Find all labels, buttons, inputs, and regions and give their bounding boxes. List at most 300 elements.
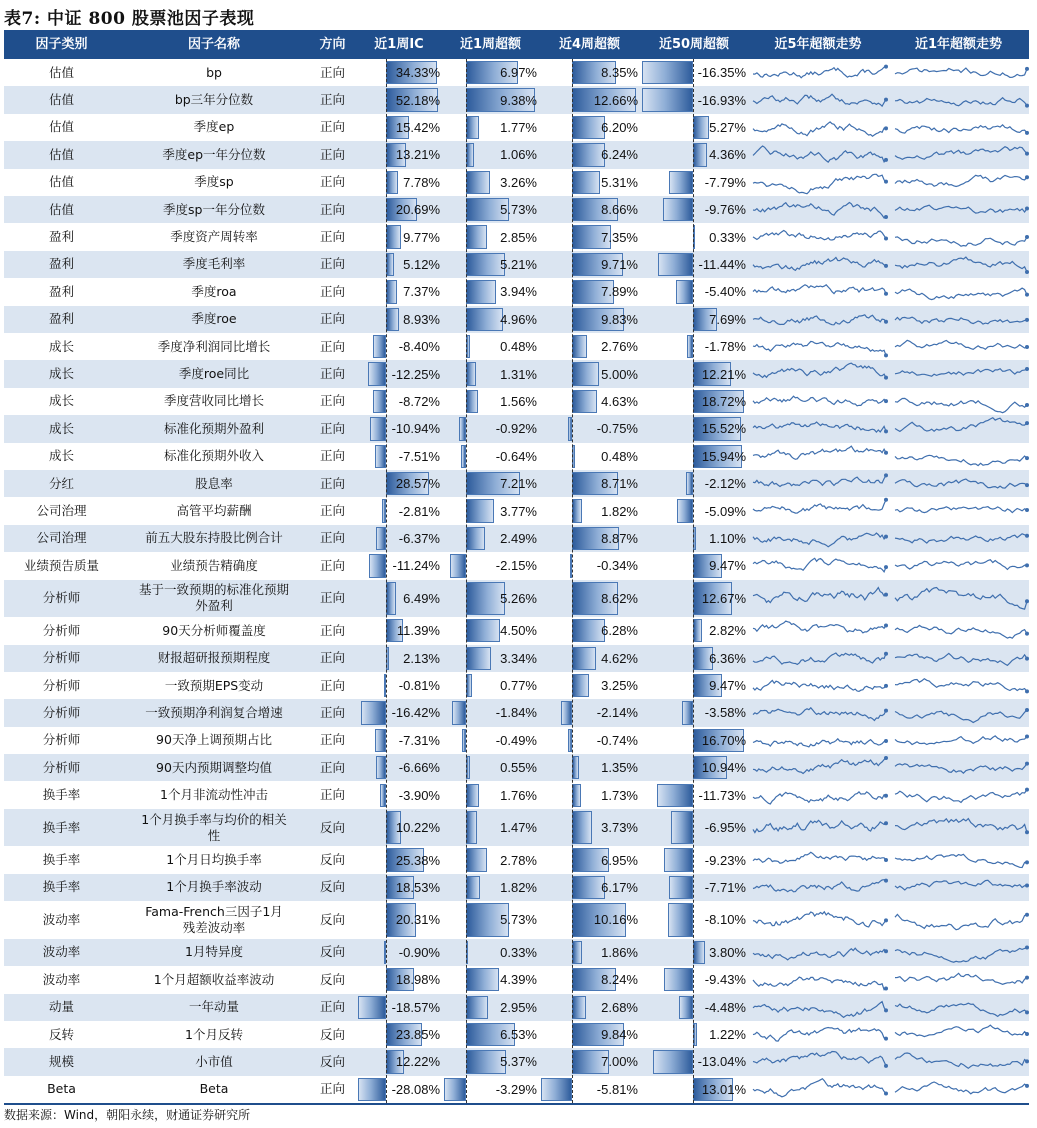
factor-direction: 正向 <box>319 201 345 217</box>
trend-5y-sparkline <box>751 994 888 1021</box>
w50-value: -11.73% <box>698 787 746 803</box>
w50-value: 18.72% <box>701 393 746 409</box>
trend-5y-sparkline <box>751 251 888 278</box>
factor-category: 成长 <box>48 420 74 436</box>
factor-category: 公司治理 <box>36 503 87 519</box>
factor-category: 分析师 <box>42 677 81 693</box>
factor-category: 动量 <box>48 999 74 1015</box>
factor-category: 估值 <box>48 92 74 108</box>
header-factor-name: 因子名称 <box>187 37 240 52</box>
ic-value: -12.25% <box>391 366 440 382</box>
w1-value: 5.73% <box>500 202 537 218</box>
trend-5y-sparkline <box>751 727 888 754</box>
trend-5y-sparkline <box>751 306 888 333</box>
trend-1y-sparkline <box>893 114 1029 141</box>
w50-value: -8.10% <box>704 912 746 928</box>
trend-5y-sparkline <box>751 223 888 250</box>
factor-direction: 反向 <box>319 1026 345 1042</box>
trend-5y-sparkline <box>751 86 888 113</box>
trend-1y-sparkline <box>893 966 1029 993</box>
w50-value: -9.23% <box>704 852 746 868</box>
w1-value: 1.76% <box>500 787 537 803</box>
trend-1y-sparkline <box>893 1048 1029 1075</box>
ic-value: 7.78% <box>403 174 440 190</box>
w4-value: -2.14% <box>596 705 638 721</box>
trend-5y-sparkline <box>751 580 888 618</box>
ic-value: 15.42% <box>395 119 440 135</box>
w50-value: 2.82% <box>709 623 746 639</box>
factor-direction: 反向 <box>319 852 345 868</box>
factor-category: 波动率 <box>42 911 81 927</box>
table-row <box>4 470 1029 497</box>
w4-value: 4.62% <box>601 650 638 666</box>
factor-name: 季度roa <box>191 283 237 299</box>
factor-category: 成长 <box>48 448 74 464</box>
header-direction: 方向 <box>319 37 346 52</box>
factor-category: 分红 <box>48 475 74 491</box>
w4-value: 9.71% <box>601 256 638 272</box>
w1-value: 4.96% <box>500 311 537 327</box>
w4-value: 8.87% <box>601 530 638 546</box>
w4-value: 7.00% <box>601 1054 638 1070</box>
w1-value: 9.38% <box>500 92 537 108</box>
trend-1y-sparkline <box>893 333 1029 360</box>
trend-5y-sparkline <box>751 141 888 168</box>
factor-name: 基于一致预期的标准化预期外盈利 <box>139 582 290 614</box>
w4-value: -0.74% <box>596 732 638 748</box>
w50-value: -11.44% <box>698 256 746 272</box>
trend-5y-sparkline <box>751 782 888 809</box>
w1-value: -0.49% <box>495 732 537 748</box>
table-row <box>4 994 1029 1021</box>
w50-value: 16.70% <box>701 732 746 748</box>
w50-value: 4.36% <box>709 147 746 163</box>
ic-value: 34.33% <box>395 65 440 81</box>
factor-category: 换手率 <box>42 787 81 803</box>
table-row <box>4 306 1029 333</box>
table-row <box>4 443 1029 470</box>
factor-direction: 正向 <box>319 119 345 135</box>
trend-1y-sparkline <box>893 141 1029 168</box>
table-row <box>4 169 1029 196</box>
factor-name: 股息率 <box>195 475 233 491</box>
header-trend-5y: 近5年超额走势 <box>774 37 862 52</box>
w4-value: 4.63% <box>601 393 638 409</box>
factor-direction: 反向 <box>319 1053 345 1069</box>
ic-value: 2.13% <box>403 650 440 666</box>
w4-value: 1.73% <box>601 787 638 803</box>
table-row <box>4 874 1029 901</box>
trend-5y-sparkline <box>751 1021 888 1048</box>
ic-value: 8.93% <box>403 311 440 327</box>
trend-5y-sparkline <box>751 754 888 781</box>
table-bottom-rule <box>4 1103 1029 1105</box>
factor-direction: 正向 <box>319 503 345 519</box>
w1-value: 1.31% <box>500 366 537 382</box>
trend-1y-sparkline <box>893 901 1029 939</box>
w1-value: 1.56% <box>500 393 537 409</box>
w4-value: 12.66% <box>593 92 638 108</box>
w1-value: 1.47% <box>500 820 537 836</box>
factor-direction: 反向 <box>319 911 345 927</box>
w50-value: 3.80% <box>709 944 746 960</box>
factor-category: 分析师 <box>42 732 81 748</box>
factor-direction: 正向 <box>319 1081 345 1097</box>
trend-5y-sparkline <box>751 552 888 579</box>
factor-category: 成长 <box>48 393 74 409</box>
factor-category: 换手率 <box>42 879 81 895</box>
ic-value: 25.38% <box>395 852 440 868</box>
factor-name: 90天分析师覆盖度 <box>162 622 266 638</box>
ic-value: 9.77% <box>403 229 440 245</box>
ic-value: -2.81% <box>398 503 440 519</box>
table-row <box>4 782 1029 809</box>
w4-value: 3.25% <box>601 678 638 694</box>
factor-category: 估值 <box>48 201 74 217</box>
w50-value: -5.40% <box>704 284 746 300</box>
factor-name: Beta <box>199 1081 229 1097</box>
factor-direction: 正向 <box>319 475 345 491</box>
w4-value: 6.95% <box>601 852 638 868</box>
factor-category: 盈利 <box>48 283 74 299</box>
w1-value: 1.77% <box>500 119 537 135</box>
w1-value: -3.29% <box>495 1081 537 1097</box>
factor-name: 一致预期净利润复合增速 <box>145 704 283 720</box>
factor-category: 分析师 <box>42 704 81 720</box>
w50-value: 7.69% <box>709 311 746 327</box>
w4-value: 8.62% <box>601 590 638 606</box>
trend-5y-sparkline <box>751 470 888 497</box>
factor-name: 1个月反转 <box>185 1026 243 1042</box>
ic-value: 10.22% <box>395 820 440 836</box>
ic-value: 12.22% <box>395 1054 440 1070</box>
w1-value: -0.92% <box>495 421 537 437</box>
w4-value: 5.00% <box>601 366 638 382</box>
trend-1y-sparkline <box>893 1021 1029 1048</box>
factor-name: 季度roe <box>191 311 237 327</box>
w1-value: 0.55% <box>500 760 537 776</box>
w1-value: 2.49% <box>500 530 537 546</box>
ic-value: 52.18% <box>395 92 440 108</box>
factor-category: 分析师 <box>42 650 81 666</box>
w1-value: 5.26% <box>500 590 537 606</box>
w4-value: 3.73% <box>601 820 638 836</box>
source-note: 数据来源：Wind，朝阳永续，财通证券研究所 <box>4 1108 251 1122</box>
trend-5y-sparkline <box>751 388 888 415</box>
factor-name: 90天净上调预期占比 <box>156 732 272 748</box>
w1-value: 5.73% <box>500 912 537 928</box>
factor-category: 反转 <box>48 1026 74 1042</box>
w1-value: -1.84% <box>495 705 537 721</box>
factor-category: 规模 <box>48 1053 74 1069</box>
trend-1y-sparkline <box>893 645 1029 672</box>
w50-zero-axis <box>693 59 694 1103</box>
factor-category: 估值 <box>48 64 74 80</box>
w50-value: 9.47% <box>709 558 746 574</box>
ic-value: -7.31% <box>398 732 440 748</box>
w50-value: 13.01% <box>701 1081 746 1097</box>
factor-direction: 正向 <box>319 146 345 162</box>
table-row <box>4 672 1029 699</box>
trend-1y-sparkline <box>893 782 1029 809</box>
w50-value: -4.48% <box>704 999 746 1015</box>
factor-name: 1个月日均换手率 <box>166 852 262 868</box>
factor-category: 成长 <box>48 366 74 382</box>
trend-1y-sparkline <box>893 388 1029 415</box>
w4-value: 0.48% <box>601 448 638 464</box>
factor-name: 季度ep一年分位数 <box>162 146 266 162</box>
ic-value: -0.90% <box>398 944 440 960</box>
w1-value: 5.21% <box>500 256 537 272</box>
factor-name: 季度营收同比增长 <box>163 393 264 409</box>
trend-5y-sparkline <box>751 1076 888 1103</box>
trend-1y-sparkline <box>893 196 1029 223</box>
trend-1y-sparkline <box>893 169 1029 196</box>
w1-value: 0.77% <box>500 678 537 694</box>
ic-value: -3.90% <box>398 787 440 803</box>
ic-value: 13.21% <box>395 147 440 163</box>
ic-value: 7.37% <box>403 284 440 300</box>
w4-value: 8.71% <box>601 476 638 492</box>
factor-direction: 正向 <box>319 311 345 327</box>
table-row <box>4 1076 1029 1103</box>
factor-direction: 正向 <box>319 787 345 803</box>
factor-category: 估值 <box>48 119 74 135</box>
trend-1y-sparkline <box>893 754 1029 781</box>
factor-category: 业绩预告质量 <box>23 557 99 573</box>
factor-category: Beta <box>47 1081 76 1097</box>
w50-value: -5.09% <box>704 503 746 519</box>
w1-value: 1.06% <box>500 147 537 163</box>
factor-name: 1个月换手率与均价的相关性 <box>141 811 287 843</box>
factor-name: bp <box>206 64 222 80</box>
w1-value: 5.37% <box>500 1054 537 1070</box>
table-row <box>4 1021 1029 1048</box>
header-excess-50w: 近50周超额 <box>658 37 730 52</box>
trend-1y-sparkline <box>893 86 1029 113</box>
factor-name: 季度资产周转率 <box>170 229 258 245</box>
w50-value: 10.94% <box>701 760 746 776</box>
factor-direction: 反向 <box>319 944 345 960</box>
w4-value: -0.75% <box>596 421 638 437</box>
ic-value: 11.39% <box>396 623 440 639</box>
table-row <box>4 525 1029 552</box>
header-category: 因子类别 <box>35 37 88 52</box>
ic-value: 18.53% <box>395 879 440 895</box>
ic-zero-axis <box>386 59 387 1103</box>
factor-name: 标准化预期外盈利 <box>163 420 264 436</box>
w50-value: 5.27% <box>709 119 746 135</box>
trend-1y-sparkline <box>893 443 1029 470</box>
w4-value: 7.35% <box>601 229 638 245</box>
w1-value: 3.94% <box>500 284 537 300</box>
header-trend-1y: 近1年超额走势 <box>914 37 1003 52</box>
trend-5y-sparkline <box>751 278 888 305</box>
factor-direction: 正向 <box>319 759 345 775</box>
w1-value: 0.33% <box>500 944 537 960</box>
w50-value: -7.79% <box>704 174 746 190</box>
w1-zero-axis <box>466 59 467 1103</box>
trend-5y-sparkline <box>751 525 888 552</box>
factor-name: 季度sp <box>194 174 234 190</box>
trend-1y-sparkline <box>893 59 1029 86</box>
w1-value: 3.34% <box>500 650 537 666</box>
w50-value: 6.36% <box>709 650 746 666</box>
factor-name: 季度sp一年分位数 <box>163 201 265 217</box>
w50-value: 1.10% <box>709 530 746 546</box>
factor-direction: 反向 <box>319 971 345 987</box>
table-row <box>4 388 1029 415</box>
factor-name: 1个月非流动性冲击 <box>160 787 268 803</box>
w4-value: 8.24% <box>601 972 638 988</box>
w1-value: 2.78% <box>500 852 537 868</box>
table-row <box>4 333 1029 360</box>
w50-value: -16.93% <box>697 92 746 108</box>
trend-5y-sparkline <box>751 415 888 442</box>
factor-direction: 正向 <box>319 229 345 245</box>
w1-value: 4.50% <box>500 623 537 639</box>
w50-value: -9.76% <box>704 202 746 218</box>
w1-value: 6.53% <box>500 1027 537 1043</box>
w4-value: 7.89% <box>601 284 638 300</box>
factor-name: 前五大股东持股比例合计 <box>145 530 283 546</box>
factor-name: 标准化预期外收入 <box>163 448 264 464</box>
w50-value: 15.52% <box>701 421 746 437</box>
factor-direction: 正向 <box>319 650 345 666</box>
factor-direction: 正向 <box>319 420 345 436</box>
w50-value: 9.47% <box>709 678 746 694</box>
factor-direction: 正向 <box>319 64 345 80</box>
factor-category: 换手率 <box>42 819 81 835</box>
ic-value: -18.57% <box>391 999 440 1015</box>
table-header <box>4 30 1029 59</box>
table-row <box>4 497 1029 524</box>
factor-name: 季度净利润同比增长 <box>157 338 271 354</box>
w4-value: 1.82% <box>601 503 638 519</box>
factor-direction: 正向 <box>319 393 345 409</box>
table-row <box>4 645 1029 672</box>
factor-category: 盈利 <box>48 256 74 272</box>
ic-value: -10.94% <box>391 421 440 437</box>
ic-value: -6.66% <box>398 760 440 776</box>
w4-value: 2.76% <box>601 339 638 355</box>
w4-value: 1.86% <box>601 944 638 960</box>
ic-value: -7.51% <box>398 448 440 464</box>
trend-5y-sparkline <box>751 939 888 966</box>
table-row <box>4 114 1029 141</box>
factor-name: 1个月换手率波动 <box>166 879 262 895</box>
trend-1y-sparkline <box>893 497 1029 524</box>
factor-category: 盈利 <box>48 229 74 245</box>
factor-direction: 正向 <box>319 557 345 573</box>
w50-value: -13.04% <box>697 1054 746 1070</box>
trend-5y-sparkline <box>751 645 888 672</box>
factor-direction: 反向 <box>319 879 345 895</box>
trend-1y-sparkline <box>893 251 1029 278</box>
w50-value: -9.43% <box>704 972 746 988</box>
w1-value: -0.64% <box>495 448 537 464</box>
w4-value: 2.68% <box>601 999 638 1015</box>
ic-value: -8.40% <box>398 339 440 355</box>
factor-direction: 正向 <box>319 283 345 299</box>
trend-1y-sparkline <box>893 809 1029 847</box>
table-row <box>4 59 1029 86</box>
table-row <box>4 223 1029 250</box>
trend-5y-sparkline <box>751 809 888 847</box>
factor-direction: 正向 <box>319 677 345 693</box>
trend-5y-sparkline <box>751 169 888 196</box>
factor-direction: 正向 <box>319 92 345 108</box>
table-row <box>4 901 1029 939</box>
trend-1y-sparkline <box>893 672 1029 699</box>
table-row <box>4 699 1029 726</box>
factor-name: 季度roe同比 <box>178 366 250 382</box>
w50-value: -2.12% <box>704 476 746 492</box>
w50-value: -16.35% <box>697 65 746 81</box>
w4-value: 6.24% <box>601 147 638 163</box>
ic-value: -6.37% <box>398 530 440 546</box>
trend-1y-sparkline <box>893 727 1029 754</box>
trend-1y-sparkline <box>893 874 1029 901</box>
w1-value: 3.77% <box>500 503 537 519</box>
trend-5y-sparkline <box>751 966 888 993</box>
factor-name: 季度毛利率 <box>182 256 246 272</box>
trend-5y-sparkline <box>751 901 888 939</box>
factor-name: bp三年分位数 <box>174 92 254 108</box>
trend-1y-sparkline <box>893 846 1029 873</box>
factor-category: 估值 <box>48 146 74 162</box>
w4-value: 6.20% <box>601 119 638 135</box>
trend-5y-sparkline <box>751 443 888 470</box>
factor-direction: 正向 <box>319 366 345 382</box>
trend-5y-sparkline <box>751 672 888 699</box>
trend-1y-sparkline <box>893 580 1029 618</box>
trend-5y-sparkline <box>751 699 888 726</box>
factor-category: 分析师 <box>42 622 81 638</box>
w50-value: -1.78% <box>704 339 746 355</box>
w4-value: -5.81% <box>596 1081 638 1097</box>
factor-name: 季度ep <box>193 119 235 135</box>
table-row <box>4 846 1029 873</box>
factor-category: 波动率 <box>42 971 81 987</box>
trend-1y-sparkline <box>893 617 1029 644</box>
ic-value: 6.49% <box>403 590 440 606</box>
w50-value: -7.71% <box>704 879 746 895</box>
factor-direction: 正向 <box>319 530 345 546</box>
factor-direction: 正向 <box>319 704 345 720</box>
trend-1y-sparkline <box>893 360 1029 387</box>
factor-category: 换手率 <box>42 852 81 868</box>
header-ic-1w: 近1周IC <box>374 37 424 52</box>
w1-value: 0.48% <box>500 339 537 355</box>
factor-name: 小市值 <box>195 1053 233 1069</box>
trend-5y-sparkline <box>751 333 888 360</box>
w4-zero-axis <box>572 59 573 1103</box>
trend-5y-sparkline <box>751 846 888 873</box>
w4-value: 9.84% <box>601 1027 638 1043</box>
trend-1y-sparkline <box>893 939 1029 966</box>
factor-category: 分析师 <box>42 590 81 606</box>
trend-1y-sparkline <box>893 1076 1029 1103</box>
w50-value: 12.67% <box>701 590 746 606</box>
trend-5y-sparkline <box>751 497 888 524</box>
table-row <box>4 939 1029 966</box>
trend-5y-sparkline <box>751 114 888 141</box>
table-row <box>4 141 1029 168</box>
trend-1y-sparkline <box>893 470 1029 497</box>
table-row <box>4 196 1029 223</box>
factor-category: 公司治理 <box>36 530 87 546</box>
